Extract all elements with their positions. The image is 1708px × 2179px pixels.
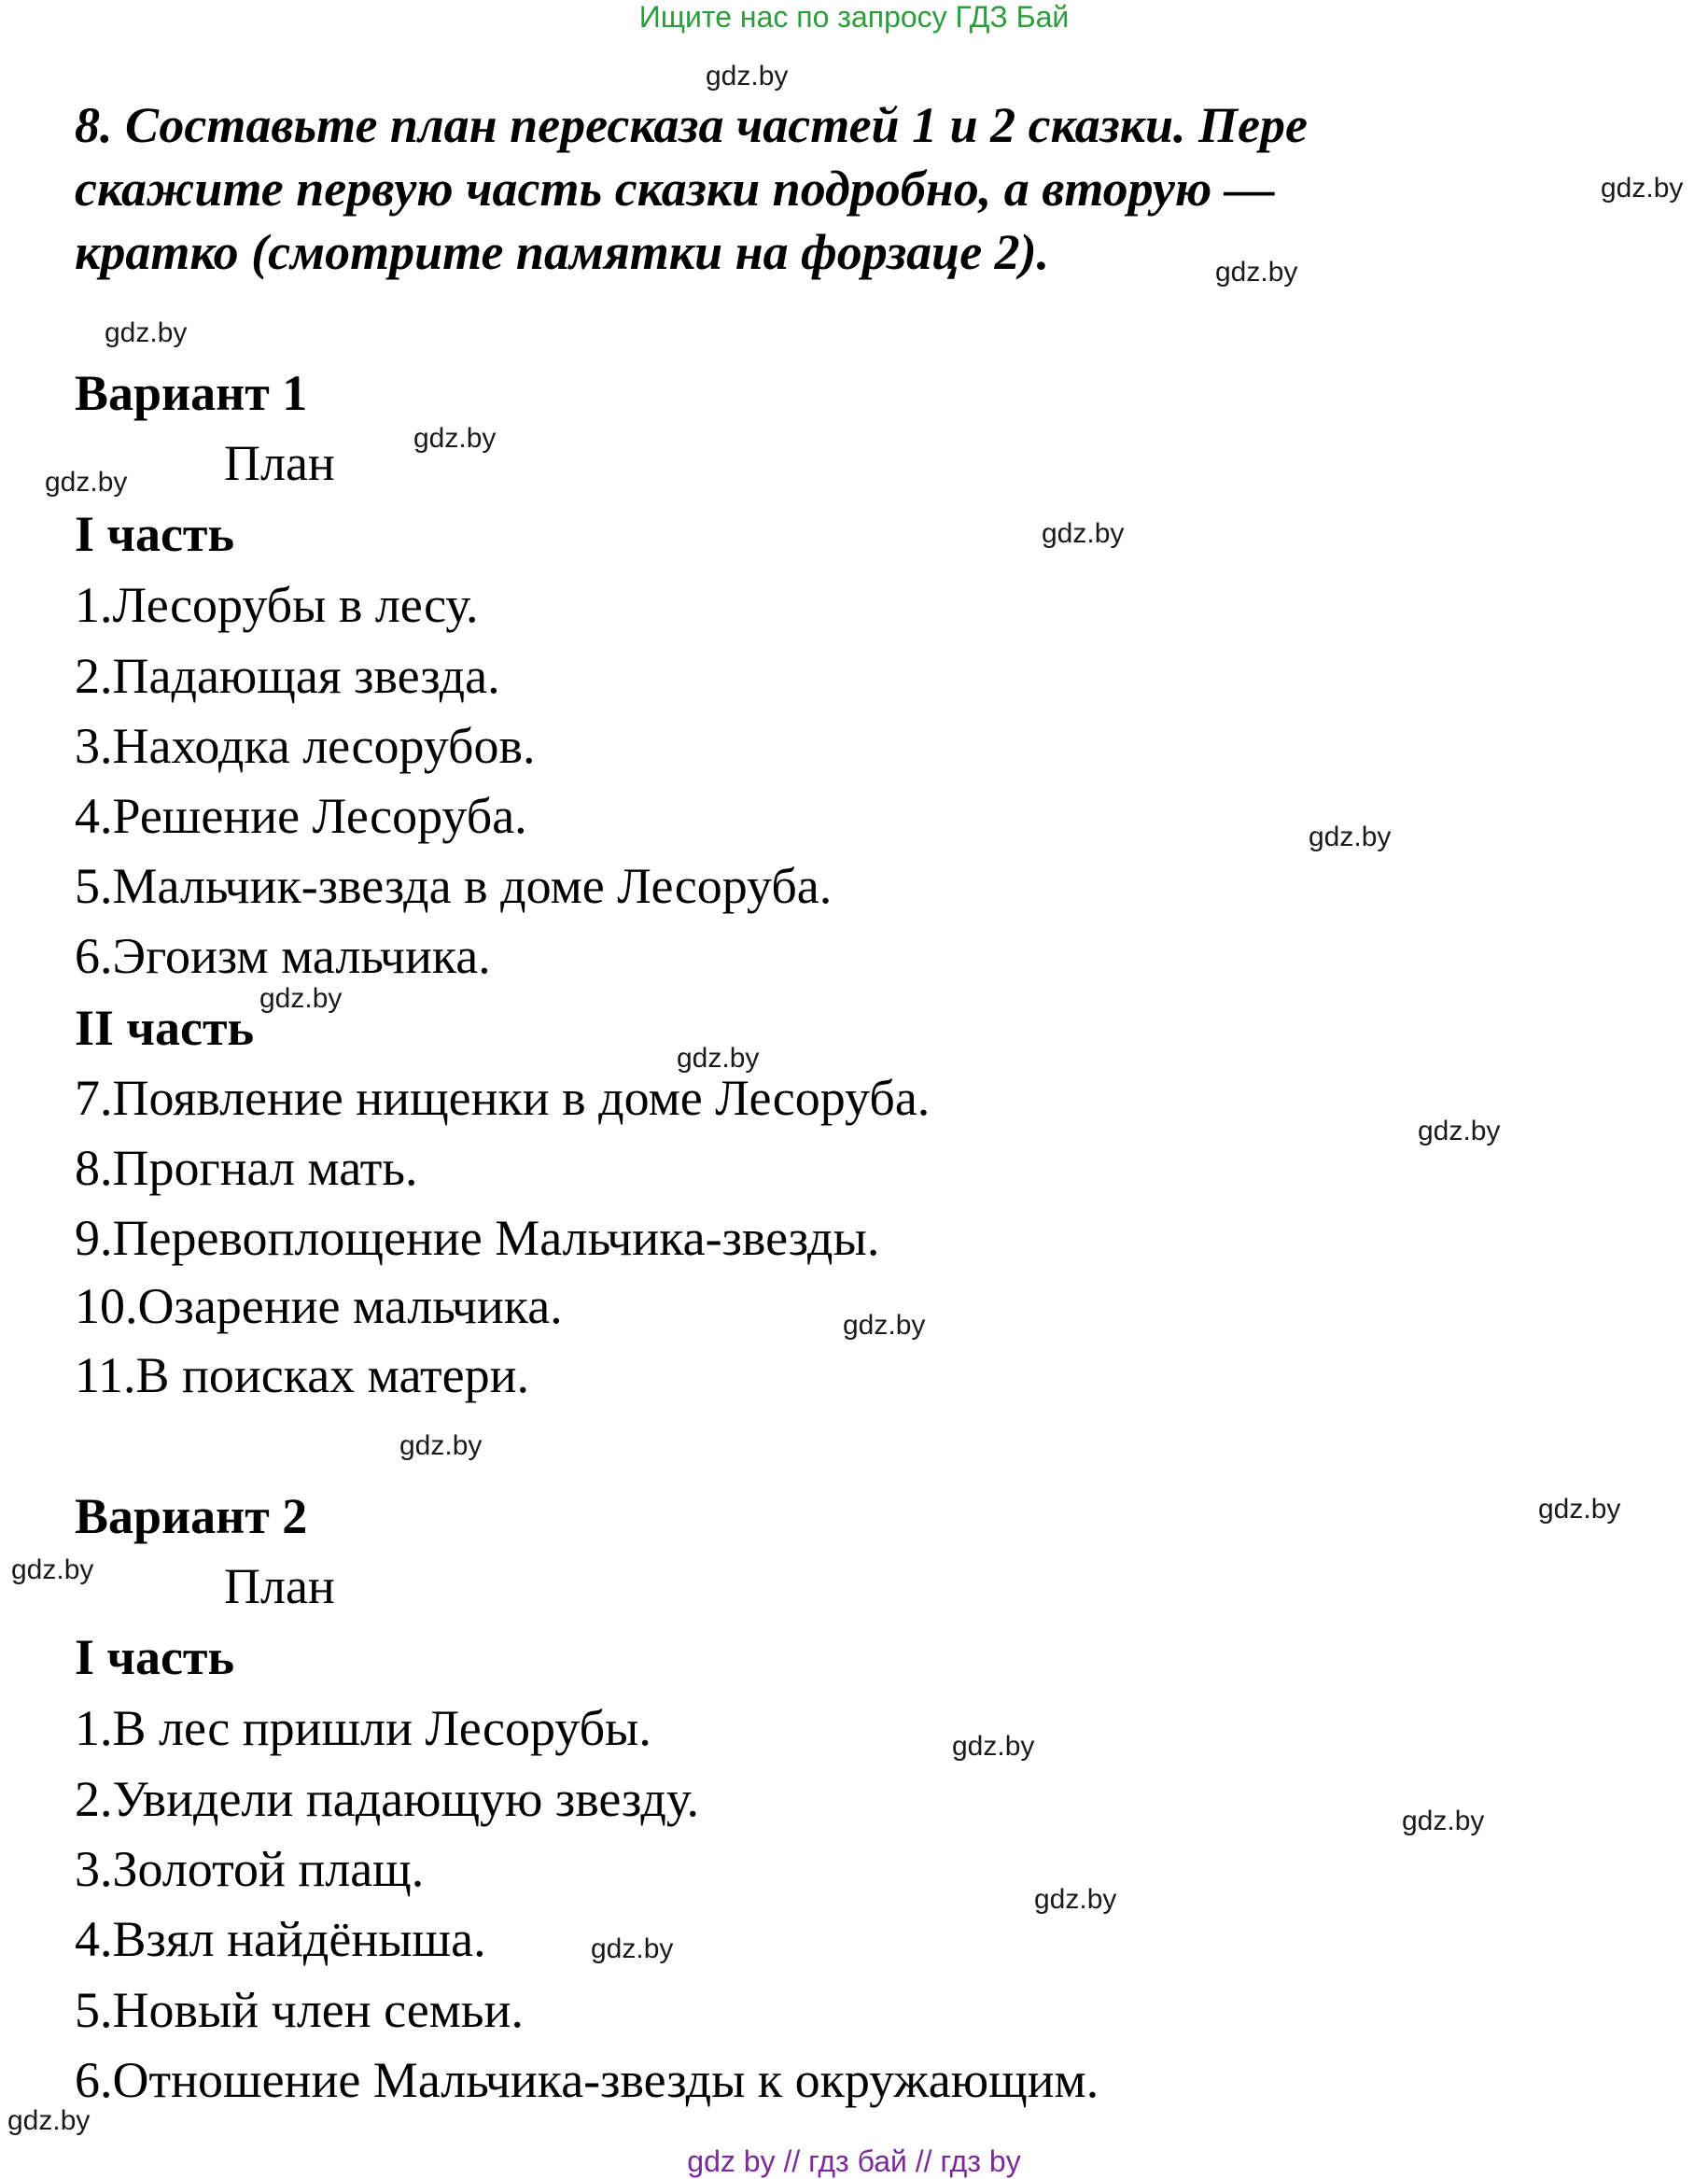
watermark: gdz.by xyxy=(843,1310,926,1341)
task-line-2: скажите первую часть сказки подробно, а вторую — xyxy=(75,161,1275,217)
watermark: gdz.by xyxy=(677,1043,760,1074)
list-item: 6.Отношение Мальчика-звезды к окружающим. xyxy=(75,2052,1099,2108)
task-text xyxy=(75,93,1605,284)
variant-1-title: Вариант 1 xyxy=(75,365,308,421)
list-item: 8.Прогнал мать. xyxy=(75,1140,418,1196)
watermark: gdz.by xyxy=(11,1554,94,1585)
task-line-3: кратко (смотрите памятки на форзаце 2). xyxy=(75,224,1050,280)
list-item: 2.Падающая звезда. xyxy=(75,648,500,704)
list-item: 9.Перевоплощение Мальчика-звезды. xyxy=(75,1210,880,1266)
variant-1-part-2-title: II часть xyxy=(75,1000,255,1056)
list-item: 4.Взял найдёныша. xyxy=(75,1911,486,1967)
task-line-1: 8. Составьте план пересказа частей 1 и 2 сказки. Пере xyxy=(75,97,1308,153)
list-item: 1.В лес пришли Лесорубы. xyxy=(75,1700,651,1756)
list-item: 10.Озарение мальчика. xyxy=(75,1278,563,1334)
watermark: gdz.by xyxy=(7,2105,91,2136)
watermark: gdz.by xyxy=(1215,257,1298,288)
list-item: 3.Золотой плащ. xyxy=(75,1841,425,1897)
watermark: gdz.by xyxy=(1309,822,1392,852)
footer-links[interactable]: gdz by // гдз бай // гдз by xyxy=(687,2144,1021,2178)
watermark: gdz.by xyxy=(399,1430,483,1461)
list-item: 6.Эгоизм мальчика. xyxy=(75,928,491,984)
list-item: 7.Появление нищенки в доме Лесоруба. xyxy=(75,1070,931,1126)
watermark: gdz.by xyxy=(1601,173,1684,204)
watermark: gdz.by xyxy=(952,1731,1035,1762)
variant-1-plan-label: План xyxy=(224,435,335,491)
list-item: 11.В поисках матери. xyxy=(75,1347,530,1403)
variant-2-part-1-title: I часть xyxy=(75,1629,235,1685)
watermark: gdz.by xyxy=(1402,1806,1485,1836)
watermark: gdz.by xyxy=(45,467,128,498)
list-item: 5.Мальчик-звезда в доме Лесоруба. xyxy=(75,858,833,914)
list-item: 1.Лесорубы в лесу. xyxy=(75,577,479,633)
list-item: 4.Решение Лесоруба. xyxy=(75,788,527,844)
list-item: 5.Новый член семьи. xyxy=(75,1982,524,2038)
watermark: gdz.by xyxy=(259,983,343,1014)
watermark: gdz.by xyxy=(413,423,497,454)
variant-1-part-1-title: I часть xyxy=(75,506,235,562)
list-item: 3.Находка лесорубов. xyxy=(75,718,536,774)
watermark: gdz.by xyxy=(1538,1494,1621,1525)
watermark: gdz.by xyxy=(105,317,188,348)
watermark: gdz.by xyxy=(1034,1884,1117,1915)
watermark: gdz.by xyxy=(591,1933,674,1964)
top-banner[interactable]: Ищите нас по запросу ГДЗ Бай xyxy=(638,0,1070,34)
list-item: 2.Увидели падающую звезду. xyxy=(75,1771,699,1827)
watermark: gdz.by xyxy=(1418,1116,1501,1146)
watermark: gdz.by xyxy=(706,61,789,91)
variant-2-plan-label: План xyxy=(224,1558,335,1614)
variant-2-title: Вариант 2 xyxy=(75,1488,308,1544)
watermark: gdz.by xyxy=(1042,518,1125,549)
